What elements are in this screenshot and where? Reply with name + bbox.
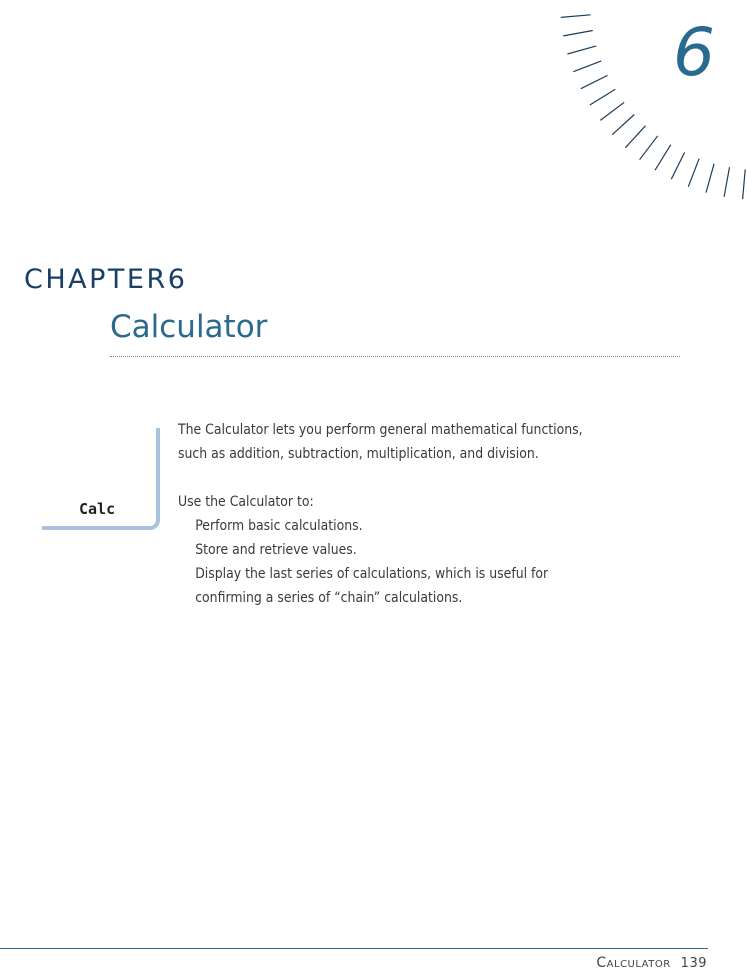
tick-mark bbox=[573, 61, 601, 72]
tick-mark bbox=[625, 126, 645, 148]
tick-mark bbox=[567, 46, 596, 54]
list-item: Perform basic calculations. bbox=[195, 518, 363, 534]
margin-tab-label: Calc bbox=[79, 500, 116, 518]
list-item: confirming a series of “chain” calculations. bbox=[195, 590, 463, 606]
chapter-number: 6 bbox=[673, 14, 715, 91]
tick-mark bbox=[724, 167, 729, 197]
tick-mark bbox=[640, 136, 658, 160]
feature-list bbox=[178, 514, 677, 610]
intro-line-1: The Calculator lets you perform general mathematical functions, bbox=[178, 422, 583, 438]
tick-mark bbox=[612, 115, 634, 135]
decorative-tick-arc bbox=[0, 0, 747, 210]
tick-mark bbox=[671, 152, 684, 179]
tick-mark bbox=[563, 31, 593, 36]
body-text bbox=[178, 418, 677, 610]
footer-divider bbox=[0, 948, 708, 949]
intro-line-2: such as addition, subtraction, multiplication, and division. bbox=[178, 446, 539, 462]
page-footer bbox=[596, 955, 707, 971]
tick-mark bbox=[706, 164, 714, 193]
tick-mark bbox=[561, 15, 591, 18]
list-item: Store and retrieve values. bbox=[195, 542, 357, 558]
tick-mark bbox=[743, 169, 746, 199]
chapter-title: Calculator bbox=[110, 309, 268, 345]
tick-mark bbox=[655, 145, 671, 171]
list-lead: Use the Calculator to: bbox=[178, 494, 314, 510]
footer-section-name: Calculator bbox=[596, 955, 671, 971]
page-number: 139 bbox=[680, 956, 707, 971]
list-item: Display the last series of calculations, which is useful for bbox=[195, 566, 549, 582]
chapter-label: CHAPTER6 bbox=[24, 264, 188, 295]
tick-mark bbox=[590, 89, 616, 105]
tick-mark bbox=[600, 102, 624, 120]
tick-mark bbox=[688, 159, 699, 187]
title-divider bbox=[110, 356, 680, 357]
tick-mark bbox=[581, 75, 608, 88]
